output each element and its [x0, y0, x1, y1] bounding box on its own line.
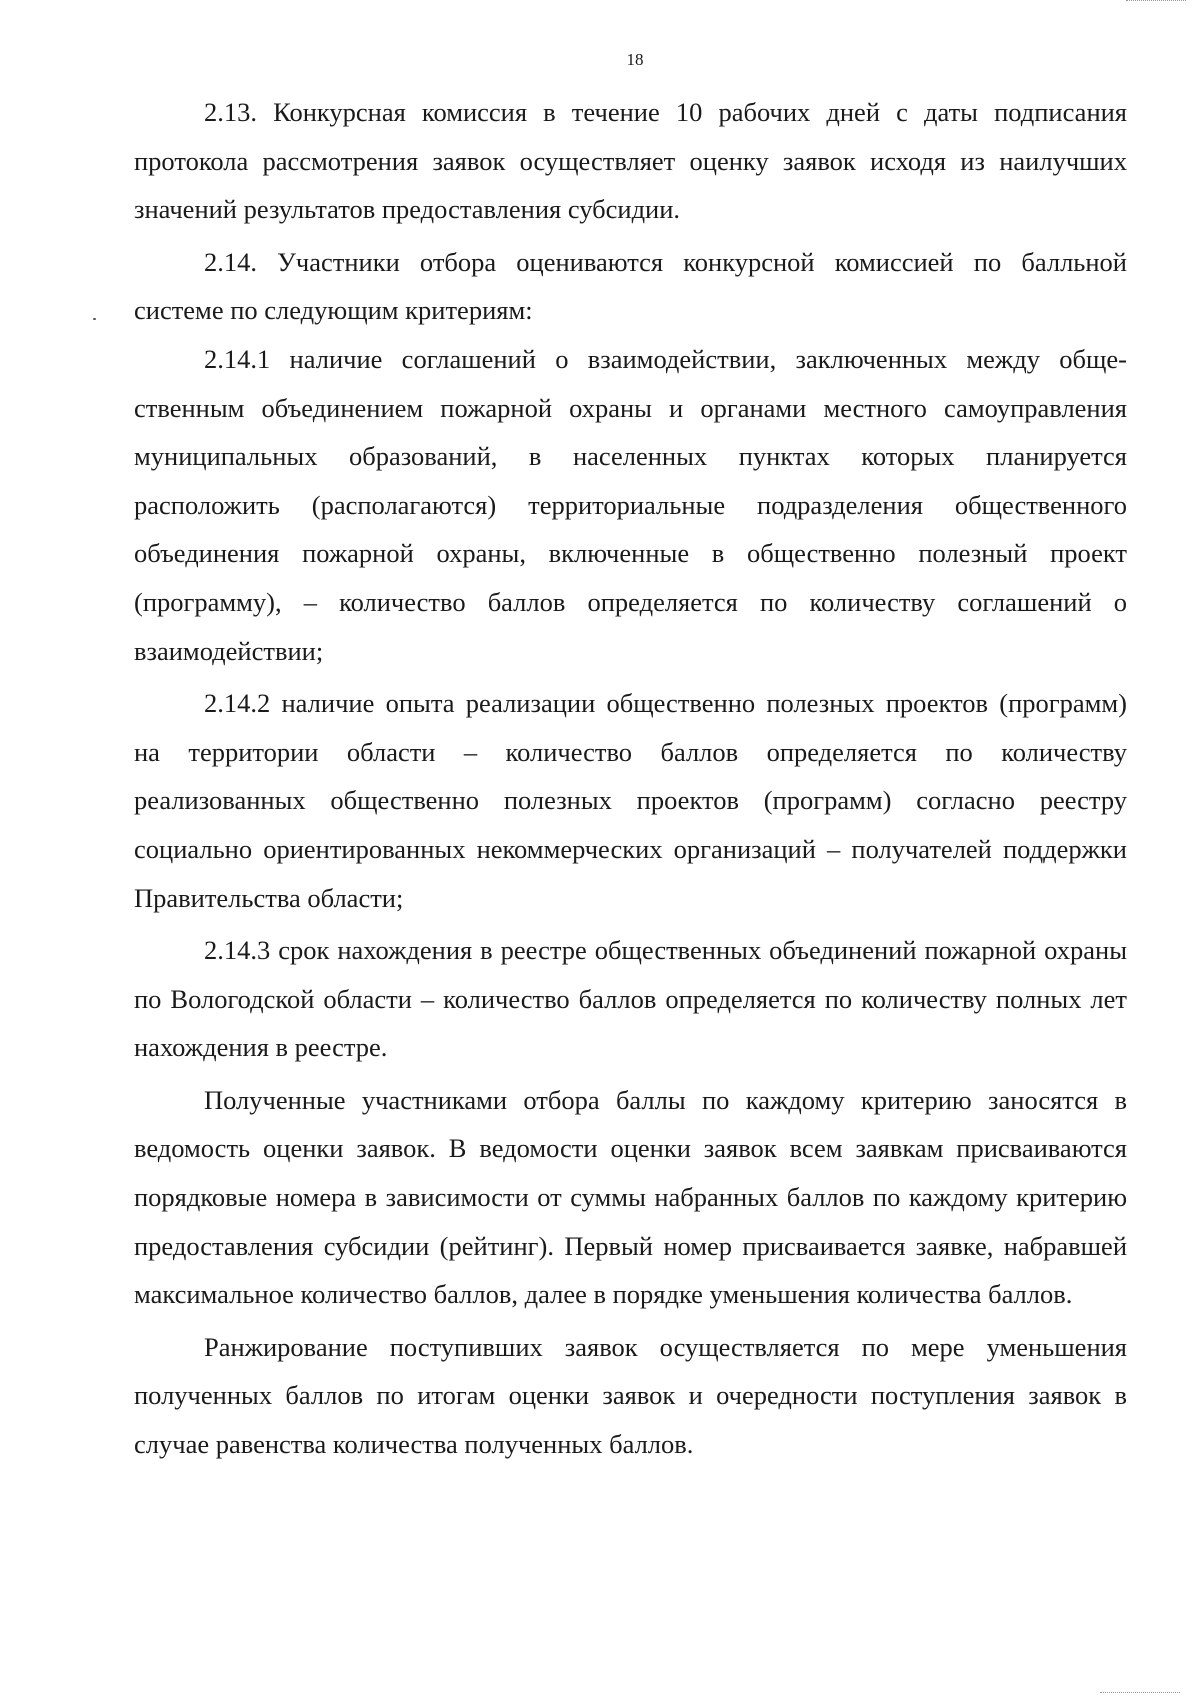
- paragraph-2-13: 2.13. Конкурсная комиссия в течение 10 рабочих дней с даты подписания протокола рассмотрения заявок осуществляет оценку заявок исходя из наилучших значений результатов предоставления субсидии.: [134, 97, 1127, 225]
- paragraph-2-14-3: 2.14.3 срок нахождения в реестре общественных объединений пожарной охраны по Вологодской области – количество баллов определяется по количеству полных лет нахождения в реестре.: [134, 935, 1127, 1063]
- paragraph-scores-ledger: Полученные участниками отбора баллы по каждому критерию заносятся в ведомость оценки заявок. В ведомости оценки заявок всем заявкам присваиваются порядковые номера в зависимости от суммы набранных баллов по каждому критерию предоставления субсидии (рейтинг). Первый номер присваивается заявке, набравшей максимальное количество баллов, далее в порядке уменьшения количества баллов.: [134, 1084, 1127, 1310]
- document-body: [134, 88, 1127, 1469]
- paragraph-2-14: 2.14. Участники отбора оцениваются конкурсной комиссией по балльной системе по следующим критериям:: [134, 246, 1127, 326]
- scan-artifact-top: [1126, 0, 1186, 4]
- scan-artifact-bottom: [1100, 1686, 1180, 1693]
- paragraph-ranking: Ранжирование поступивших заявок осуществляется по мере уменьшения полученных баллов по итогам оценки заявок и очередности поступления заявок в случае равенства количества полученных баллов.: [134, 1331, 1127, 1460]
- page-number: 18: [626, 50, 644, 69]
- paragraph-2-14-2: 2.14.2 наличие опыта реализации общественно полезных проектов (программ) на территории области – количество баллов определяется по количеству реализованных общественно полезных проектов (программ) согласно реестру социально ориентированных некоммерческих организаций – получателей поддержки Правительства области;: [134, 688, 1127, 913]
- paragraph-2-14-1: 2.14.1 наличие соглашений о взаимодействии, заключенных между общественным объединением пожарной охраны и органами местного самоуправления муниципальных образований, в населенных пунктах которых планируется расположить (располагаются) территориальные подразделения общественного объединения пожарной охраны, включенные в общественно полезный проект (программу), – количество баллов определяется по количеству соглашений о взаимодействии;: [134, 343, 1127, 666]
- scan-dot-artifact: [93, 318, 96, 320]
